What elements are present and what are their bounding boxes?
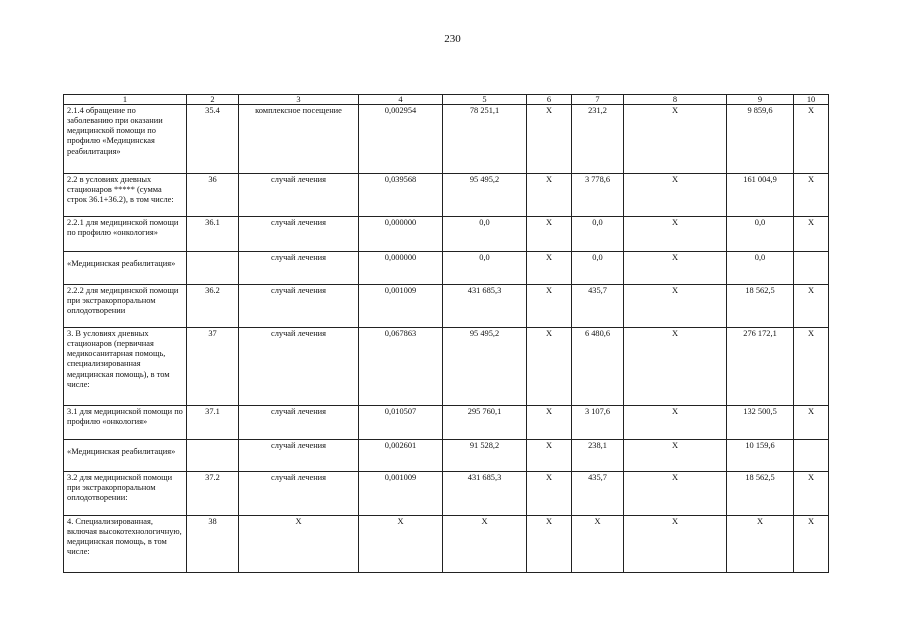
value-cell: 0,001009 (359, 285, 443, 328)
column-header: 8 (624, 95, 727, 105)
column-header: 5 (443, 95, 527, 105)
value-cell: Х (794, 285, 829, 328)
tariff-table (63, 94, 829, 573)
value-cell: 78 251,1 (443, 105, 527, 174)
unit-cell: случай лечения (239, 174, 359, 217)
table-row (64, 328, 829, 406)
value-cell: 0,067863 (359, 328, 443, 406)
table-row (64, 285, 829, 328)
value-cell: Х (624, 105, 727, 174)
row-name-cell: 4. Специализированная, включая высокотехнологичную, медицинская помощь, в том числе: (64, 516, 187, 573)
value-cell: Х (624, 472, 727, 516)
table-row (64, 105, 829, 174)
column-header: 2 (187, 95, 239, 105)
value-cell: Х (527, 516, 572, 573)
value-cell: Х (624, 328, 727, 406)
row-number-cell: 38 (187, 516, 239, 573)
value-cell: Х (727, 516, 794, 573)
column-header: 7 (572, 95, 624, 105)
value-cell: Х (527, 472, 572, 516)
unit-cell: случай лечения (239, 328, 359, 406)
value-cell: 6 480,6 (572, 328, 624, 406)
unit-cell: случай лечения (239, 285, 359, 328)
value-cell: 435,7 (572, 285, 624, 328)
table-row (64, 516, 829, 573)
value-cell: 0,0 (727, 252, 794, 285)
value-cell: 435,7 (572, 472, 624, 516)
column-header: 1 (64, 95, 187, 105)
value-cell: Х (624, 252, 727, 285)
value-cell: 3 107,6 (572, 406, 624, 440)
column-header: 3 (239, 95, 359, 105)
value-cell (794, 440, 829, 472)
value-cell: Х (527, 440, 572, 472)
row-name-cell: 3. В условиях дневных стационаров (первичная медикосанитарная помощь, специализированная медицинская помощь), в том числе: (64, 328, 187, 406)
value-cell: Х (572, 516, 624, 573)
unit-cell: случай лечения (239, 472, 359, 516)
value-cell: Х (527, 328, 572, 406)
row-number-cell: 36.1 (187, 217, 239, 252)
value-cell: 0,000000 (359, 217, 443, 252)
value-cell: Х (527, 174, 572, 217)
value-cell: Х (527, 285, 572, 328)
value-cell: 91 528,2 (443, 440, 527, 472)
row-name-cell: 2.2 в условиях дневных стационаров ***** (сумма строк 36.1+36.2), в том числе: (64, 174, 187, 217)
value-cell: Х (359, 516, 443, 573)
row-name-cell: 3.2 для медицинской помощи при экстракорпоральном оплодотворении: (64, 472, 187, 516)
value-cell: 0,0 (572, 217, 624, 252)
row-number-cell (187, 440, 239, 472)
value-cell: 431 685,3 (443, 285, 527, 328)
value-cell: Х (624, 406, 727, 440)
value-cell: Х (794, 217, 829, 252)
row-name-cell: 2.1.4 обращение по заболеванию при оказании медицинской помощи по профилю «Медицинская реабилитация» (64, 105, 187, 174)
value-cell: 3 778,6 (572, 174, 624, 217)
value-cell: 0,039568 (359, 174, 443, 217)
value-cell: Х (624, 174, 727, 217)
value-cell: 0,010507 (359, 406, 443, 440)
row-name-cell: 2.2.2 для медицинской помощи при экстракорпоральном оплодотворении (64, 285, 187, 328)
table-row (64, 252, 829, 285)
unit-cell: случай лечения (239, 252, 359, 285)
unit-cell: Х (239, 516, 359, 573)
value-cell: 276 172,1 (727, 328, 794, 406)
row-name-cell: «Медицинская реабилитация» (64, 252, 187, 285)
value-cell: Х (443, 516, 527, 573)
value-cell: 18 562,5 (727, 472, 794, 516)
value-cell: 431 685,3 (443, 472, 527, 516)
row-name-cell: 3.1 для медицинской помощи по профилю «онкология» (64, 406, 187, 440)
value-cell (794, 252, 829, 285)
table-row (64, 472, 829, 516)
row-name-cell: 2.2.1 для медицинской помощи по профилю «онкология» (64, 217, 187, 252)
column-header: 10 (794, 95, 829, 105)
value-cell: Х (794, 174, 829, 217)
row-number-cell: 37 (187, 328, 239, 406)
header-row (64, 95, 829, 105)
value-cell: 0,002601 (359, 440, 443, 472)
table-row (64, 406, 829, 440)
column-header: 9 (727, 95, 794, 105)
value-cell: 231,2 (572, 105, 624, 174)
table-row (64, 217, 829, 252)
page-number: 230 (444, 33, 461, 45)
value-cell: 95 495,2 (443, 174, 527, 217)
row-number-cell: 37.2 (187, 472, 239, 516)
column-header: 4 (359, 95, 443, 105)
value-cell: 238,1 (572, 440, 624, 472)
value-cell: 0,000000 (359, 252, 443, 285)
value-cell: 0,0 (443, 252, 527, 285)
row-name-cell: «Медицинская реабилитация» (64, 440, 187, 472)
unit-cell: случай лечения (239, 406, 359, 440)
value-cell: Х (527, 406, 572, 440)
value-cell: 0,002954 (359, 105, 443, 174)
table-row (64, 174, 829, 217)
value-cell: 0,0 (443, 217, 527, 252)
value-cell: Х (794, 328, 829, 406)
value-cell: Х (794, 472, 829, 516)
value-cell: Х (624, 285, 727, 328)
table-row (64, 440, 829, 472)
value-cell: Х (794, 105, 829, 174)
value-cell: Х (624, 516, 727, 573)
value-cell: Х (794, 516, 829, 573)
value-cell: 9 859,6 (727, 105, 794, 174)
value-cell: 0,0 (727, 217, 794, 252)
value-cell: Х (527, 105, 572, 174)
value-cell: 132 500,5 (727, 406, 794, 440)
value-cell: 18 562,5 (727, 285, 794, 328)
value-cell: Х (624, 440, 727, 472)
value-cell: 0,001009 (359, 472, 443, 516)
value-cell: Х (794, 406, 829, 440)
row-number-cell (187, 252, 239, 285)
value-cell: 95 495,2 (443, 328, 527, 406)
row-number-cell: 36.2 (187, 285, 239, 328)
row-number-cell: 36 (187, 174, 239, 217)
value-cell: 0,0 (572, 252, 624, 285)
row-number-cell: 35.4 (187, 105, 239, 174)
unit-cell: случай лечения (239, 217, 359, 252)
unit-cell: комплексное посещение (239, 105, 359, 174)
value-cell: 10 159,6 (727, 440, 794, 472)
column-header: 6 (527, 95, 572, 105)
row-number-cell: 37.1 (187, 406, 239, 440)
value-cell: 295 760,1 (443, 406, 527, 440)
value-cell: Х (527, 217, 572, 252)
value-cell: 161 004,9 (727, 174, 794, 217)
value-cell: Х (624, 217, 727, 252)
unit-cell: случай лечения (239, 440, 359, 472)
value-cell: Х (527, 252, 572, 285)
